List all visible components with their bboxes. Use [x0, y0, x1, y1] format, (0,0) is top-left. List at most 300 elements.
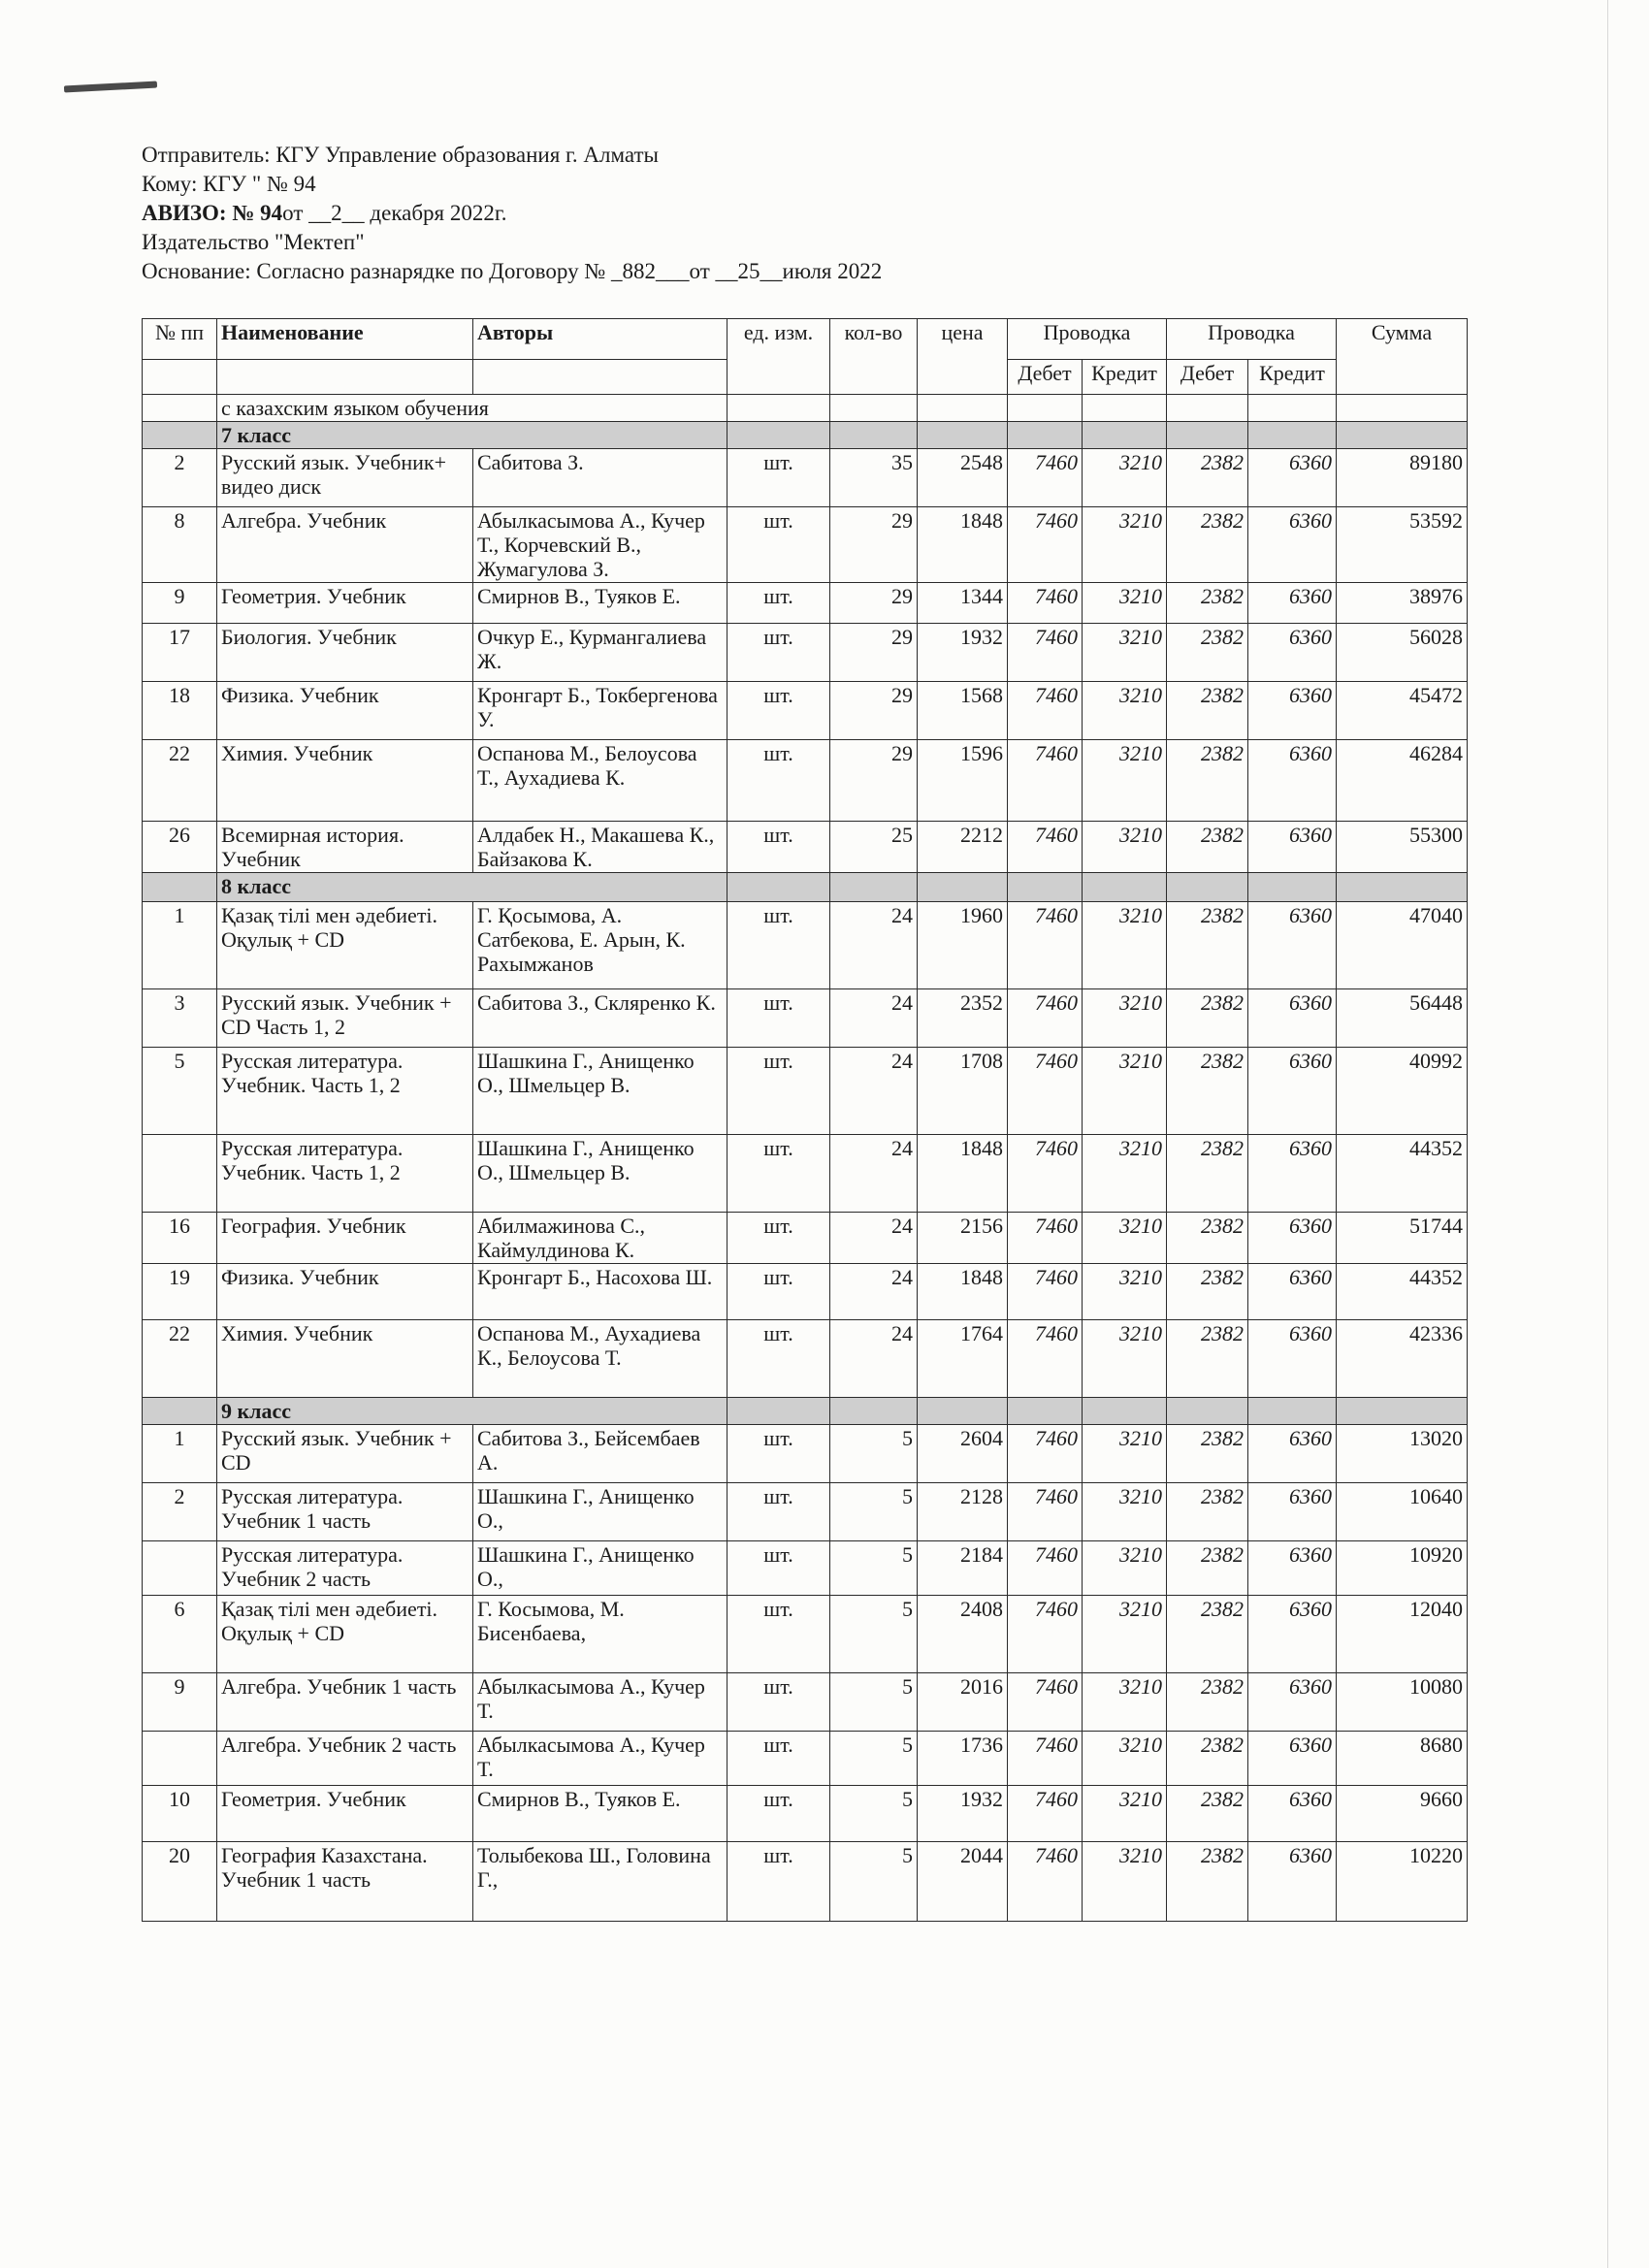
quantity-cell: 5 — [830, 1842, 918, 1922]
book-title: Химия. Учебник — [217, 1320, 473, 1398]
sum-cell: 42336 — [1337, 1320, 1468, 1398]
credit1-cell: 3210 — [1083, 740, 1167, 822]
unit-cell: шт. — [728, 449, 830, 507]
credit1-cell: 3210 — [1083, 1135, 1167, 1213]
quantity-cell: 24 — [830, 989, 918, 1048]
debit1-cell: 7460 — [1008, 449, 1083, 507]
debit2-cell: 2382 — [1167, 1732, 1248, 1786]
sum-cell: 44352 — [1337, 1264, 1468, 1320]
credit1-cell: 3210 — [1083, 1732, 1167, 1786]
book-title: Русский язык. Учебник+ видео диск — [217, 449, 473, 507]
band-blank — [1248, 873, 1337, 902]
table-row — [143, 1213, 1468, 1264]
row-number: 20 — [143, 1842, 217, 1922]
band-blank — [1167, 422, 1248, 449]
credit2-cell: 6360 — [1248, 507, 1337, 583]
debit2-cell: 2382 — [1167, 1842, 1248, 1922]
row-number: 9 — [143, 583, 217, 624]
quantity-cell: 24 — [830, 1048, 918, 1135]
price-cell: 2604 — [918, 1425, 1008, 1483]
debit1-cell: 7460 — [1008, 740, 1083, 822]
price-cell: 2212 — [918, 822, 1008, 873]
debit2-cell: 2382 — [1167, 1786, 1248, 1842]
band-blank — [143, 422, 217, 449]
table-row — [143, 1842, 1468, 1922]
band-blank — [1083, 873, 1167, 902]
credit1-cell: 3210 — [1083, 1596, 1167, 1673]
book-authors: Кронгарт Б., Насохова Ш. — [473, 1264, 728, 1320]
col-name-header: Наименование — [217, 319, 473, 360]
credit2-cell: 6360 — [1248, 1842, 1337, 1922]
unit-cell: шт. — [728, 624, 830, 682]
unit-cell: шт. — [728, 1673, 830, 1732]
quantity-cell: 29 — [830, 740, 918, 822]
debit1-cell: 7460 — [1008, 822, 1083, 873]
credit2-cell: 6360 — [1248, 1732, 1337, 1786]
avizo-label: АВИЗО: № — [142, 201, 255, 225]
credit2-cell: 6360 — [1248, 1425, 1337, 1483]
credit2-cell: 6360 — [1248, 989, 1337, 1048]
section-blank — [918, 395, 1008, 422]
quantity-cell: 5 — [830, 1483, 918, 1541]
quantity-cell: 24 — [830, 1135, 918, 1213]
row-number: 19 — [143, 1264, 217, 1320]
quantity-cell: 5 — [830, 1425, 918, 1483]
table-row — [143, 507, 1468, 583]
book-authors: Толыбекова Ш., Головина Г., — [473, 1842, 728, 1922]
credit2-header: Кредит — [1248, 360, 1337, 395]
col-posting2-header: Проводка — [1167, 319, 1337, 360]
debit2-cell: 2382 — [1167, 989, 1248, 1048]
row-number — [143, 1135, 217, 1213]
band-blank — [1248, 1398, 1337, 1425]
band-blank — [1008, 873, 1083, 902]
band-blank — [1008, 1398, 1083, 1425]
sum-cell: 9660 — [1337, 1786, 1468, 1842]
price-cell: 1932 — [918, 624, 1008, 682]
unit-cell: шт. — [728, 1786, 830, 1842]
price-cell: 2044 — [918, 1842, 1008, 1922]
row-number: 8 — [143, 507, 217, 583]
debit2-cell: 2382 — [1167, 902, 1248, 989]
book-authors: Кронгарт Б., Токбергенова У. — [473, 682, 728, 740]
debit2-cell: 2382 — [1167, 1048, 1248, 1135]
price-cell: 1708 — [918, 1048, 1008, 1135]
band-blank — [728, 422, 830, 449]
unit-cell: шт. — [728, 583, 830, 624]
sum-cell: 53592 — [1337, 507, 1468, 583]
debit2-cell: 2382 — [1167, 583, 1248, 624]
row-number: 17 — [143, 624, 217, 682]
book-authors: Очкур Е., Курмангалиева Ж. — [473, 624, 728, 682]
price-cell: 1596 — [918, 740, 1008, 822]
price-cell: 1932 — [918, 1786, 1008, 1842]
book-title: Русский язык. Учебник + CD — [217, 1425, 473, 1483]
band-blank — [830, 1398, 918, 1425]
section-blank — [1248, 395, 1337, 422]
debit1-cell: 7460 — [1008, 1842, 1083, 1922]
credit1-cell: 3210 — [1083, 1048, 1167, 1135]
credit2-cell: 6360 — [1248, 624, 1337, 682]
book-authors: Оспанова М., Аухадиева К., Белоусова Т. — [473, 1320, 728, 1398]
unit-cell: шт. — [728, 1320, 830, 1398]
header-row — [143, 319, 1468, 360]
unit-cell: шт. — [728, 989, 830, 1048]
table-row — [143, 1483, 1468, 1541]
row-number: 1 — [143, 902, 217, 989]
sum-cell: 56028 — [1337, 624, 1468, 682]
debit1-cell: 7460 — [1008, 1673, 1083, 1732]
page-edge — [1607, 0, 1608, 2268]
quantity-cell: 5 — [830, 1596, 918, 1673]
debit1-cell: 7460 — [1008, 902, 1083, 989]
debit2-header: Дебет — [1167, 360, 1248, 395]
avizo-table — [142, 318, 1468, 1922]
band-blank — [143, 1398, 217, 1425]
quantity-cell: 24 — [830, 1264, 918, 1320]
grade-band-row — [143, 873, 1468, 902]
debit2-cell: 2382 — [1167, 449, 1248, 507]
sum-cell: 56448 — [1337, 989, 1468, 1048]
sum-cell: 55300 — [1337, 822, 1468, 873]
book-authors: Шашкина Г., Анищенко О., Шмельцер В. — [473, 1135, 728, 1213]
sum-cell: 89180 — [1337, 449, 1468, 507]
staple-mark — [64, 81, 157, 92]
table-row — [143, 1135, 1468, 1213]
book-authors: Сабитова З., Бейсембаев А. — [473, 1425, 728, 1483]
subheader-blank — [143, 360, 217, 395]
band-blank — [918, 1398, 1008, 1425]
credit2-cell: 6360 — [1248, 1786, 1337, 1842]
debit1-cell: 7460 — [1008, 1320, 1083, 1398]
debit1-cell: 7460 — [1008, 682, 1083, 740]
book-title: География. Учебник — [217, 1213, 473, 1264]
section-blank — [143, 395, 217, 422]
price-cell: 1960 — [918, 902, 1008, 989]
credit2-cell: 6360 — [1248, 1596, 1337, 1673]
credit1-cell: 3210 — [1083, 902, 1167, 989]
row-number — [143, 1541, 217, 1596]
unit-cell: шт. — [728, 1135, 830, 1213]
credit2-cell: 6360 — [1248, 1483, 1337, 1541]
band-blank — [1167, 1398, 1248, 1425]
debit1-cell: 7460 — [1008, 1264, 1083, 1320]
row-number: 22 — [143, 1320, 217, 1398]
avizo-number: 94 — [260, 201, 283, 225]
sum-cell: 46284 — [1337, 740, 1468, 822]
debit2-cell: 2382 — [1167, 624, 1248, 682]
credit2-cell: 6360 — [1248, 1048, 1337, 1135]
credit1-cell: 3210 — [1083, 1842, 1167, 1922]
book-title: Русский язык. Учебник + CD Часть 1, 2 — [217, 989, 473, 1048]
unit-cell: шт. — [728, 740, 830, 822]
debit2-cell: 2382 — [1167, 682, 1248, 740]
table-row — [143, 902, 1468, 989]
sum-cell: 38976 — [1337, 583, 1468, 624]
section-blank — [1083, 395, 1167, 422]
subheader-blank — [217, 360, 473, 395]
debit2-cell: 2382 — [1167, 1541, 1248, 1596]
credit1-header: Кредит — [1083, 360, 1167, 395]
col-price-header: цена — [918, 319, 1008, 395]
unit-cell: шт. — [728, 1264, 830, 1320]
book-title: География Казахстана. Учебник 1 часть — [217, 1842, 473, 1922]
price-cell: 2156 — [918, 1213, 1008, 1264]
credit1-cell: 3210 — [1083, 1786, 1167, 1842]
book-authors: Г. Косымова, М. Бисенбаева, — [473, 1596, 728, 1673]
price-cell: 1736 — [918, 1732, 1008, 1786]
col-no-header: № пп — [143, 319, 217, 360]
quantity-cell: 5 — [830, 1673, 918, 1732]
book-title: Русская литература. Учебник. Часть 1, 2 — [217, 1135, 473, 1213]
book-authors: Сабитова З. — [473, 449, 728, 507]
credit2-cell: 6360 — [1248, 740, 1337, 822]
book-title: Всемирная история. Учебник — [217, 822, 473, 873]
price-cell: 2352 — [918, 989, 1008, 1048]
row-number: 2 — [143, 1483, 217, 1541]
book-title: Русская литература. Учебник. Часть 1, 2 — [217, 1048, 473, 1135]
basis-line: Основание: Согласно разнарядке по Договору № _882___от __25__июля 2022 — [142, 259, 883, 283]
table-row — [143, 1673, 1468, 1732]
book-title: Физика. Учебник — [217, 682, 473, 740]
quantity-cell: 29 — [830, 624, 918, 682]
debit2-cell: 2382 — [1167, 1135, 1248, 1213]
band-blank — [1083, 1398, 1167, 1425]
table-row — [143, 1732, 1468, 1786]
table-row — [143, 989, 1468, 1048]
table-row — [143, 822, 1468, 873]
sum-cell: 10920 — [1337, 1541, 1468, 1596]
price-cell: 1848 — [918, 1264, 1008, 1320]
quantity-cell: 29 — [830, 507, 918, 583]
book-title: Геометрия. Учебник — [217, 1786, 473, 1842]
table-row — [143, 449, 1468, 507]
sum-cell: 10080 — [1337, 1673, 1468, 1732]
credit2-cell: 6360 — [1248, 1213, 1337, 1264]
debit2-cell: 2382 — [1167, 1213, 1248, 1264]
section-label: с казахским языком обучения — [217, 395, 728, 422]
section-row — [143, 395, 1468, 422]
book-authors: Абилмажинова С., Каймулдинова К. — [473, 1213, 728, 1264]
credit1-cell: 3210 — [1083, 583, 1167, 624]
avizo-line — [142, 199, 882, 228]
price-cell: 1764 — [918, 1320, 1008, 1398]
credit2-cell: 6360 — [1248, 1673, 1337, 1732]
row-number: 9 — [143, 1673, 217, 1732]
sum-cell: 12040 — [1337, 1596, 1468, 1673]
price-cell: 2016 — [918, 1673, 1008, 1732]
table-row — [143, 1541, 1468, 1596]
debit2-cell: 2382 — [1167, 1320, 1248, 1398]
col-posting1-header: Проводка — [1008, 319, 1167, 360]
sum-cell: 8680 — [1337, 1732, 1468, 1786]
row-number: 5 — [143, 1048, 217, 1135]
price-cell: 1568 — [918, 682, 1008, 740]
band-blank — [830, 422, 918, 449]
table-row — [143, 682, 1468, 740]
credit2-cell: 6360 — [1248, 1264, 1337, 1320]
book-title: Алгебра. Учебник 2 часть — [217, 1732, 473, 1786]
book-title: Химия. Учебник — [217, 740, 473, 822]
credit2-cell: 6360 — [1248, 902, 1337, 989]
book-title: Қазақ тілі мен әдебиеті. Оқулық + CD — [217, 902, 473, 989]
credit2-cell: 6360 — [1248, 1541, 1337, 1596]
quantity-cell: 29 — [830, 682, 918, 740]
quantity-cell: 5 — [830, 1732, 918, 1786]
row-number: 22 — [143, 740, 217, 822]
quantity-cell: 24 — [830, 1213, 918, 1264]
book-title: Русская литература. Учебник 1 часть — [217, 1483, 473, 1541]
debit1-cell: 7460 — [1008, 989, 1083, 1048]
band-blank — [1337, 873, 1468, 902]
credit1-cell: 3210 — [1083, 1320, 1167, 1398]
row-number: 2 — [143, 449, 217, 507]
sum-cell: 47040 — [1337, 902, 1468, 989]
book-authors: Шашкина Г., Анищенко О., — [473, 1483, 728, 1541]
unit-cell: шт. — [728, 822, 830, 873]
debit1-cell: 7460 — [1008, 1213, 1083, 1264]
debit2-cell: 2382 — [1167, 1264, 1248, 1320]
band-blank — [1008, 422, 1083, 449]
row-number: 16 — [143, 1213, 217, 1264]
book-title: Алгебра. Учебник 1 часть — [217, 1673, 473, 1732]
band-blank — [918, 422, 1008, 449]
section-blank — [1008, 395, 1083, 422]
table-row — [143, 1048, 1468, 1135]
band-blank — [1248, 422, 1337, 449]
quantity-cell: 35 — [830, 449, 918, 507]
price-cell: 2408 — [918, 1596, 1008, 1673]
credit1-cell: 3210 — [1083, 1213, 1167, 1264]
credit2-cell: 6360 — [1248, 449, 1337, 507]
unit-cell: шт. — [728, 1732, 830, 1786]
quantity-cell: 5 — [830, 1786, 918, 1842]
debit2-cell: 2382 — [1167, 822, 1248, 873]
sum-cell: 44352 — [1337, 1135, 1468, 1213]
book-authors: Оспанова М., Белоусова Т., Аухадиева К. — [473, 740, 728, 822]
unit-cell: шт. — [728, 1048, 830, 1135]
credit1-cell: 3210 — [1083, 682, 1167, 740]
unit-cell: шт. — [728, 902, 830, 989]
book-authors: Смирнов В., Туяков Е. — [473, 1786, 728, 1842]
debit2-cell: 2382 — [1167, 1483, 1248, 1541]
book-title: Русская литература. Учебник 2 часть — [217, 1541, 473, 1596]
credit1-cell: 3210 — [1083, 1483, 1167, 1541]
unit-cell: шт. — [728, 1425, 830, 1483]
unit-cell: шт. — [728, 1596, 830, 1673]
debit1-cell: 7460 — [1008, 1135, 1083, 1213]
section-blank — [728, 395, 830, 422]
sum-cell: 45472 — [1337, 682, 1468, 740]
credit1-cell: 3210 — [1083, 1541, 1167, 1596]
book-title: Алгебра. Учебник — [217, 507, 473, 583]
col-qty-header: кол-во — [830, 319, 918, 395]
credit2-cell: 6360 — [1248, 583, 1337, 624]
document-header — [142, 141, 882, 286]
unit-cell: шт. — [728, 682, 830, 740]
price-cell: 2184 — [918, 1541, 1008, 1596]
book-authors: Шашкина Г., Анищенко О., — [473, 1541, 728, 1596]
table-body — [143, 319, 1468, 1922]
debit1-cell: 7460 — [1008, 1786, 1083, 1842]
subheader-blank — [473, 360, 728, 395]
quantity-cell: 24 — [830, 1320, 918, 1398]
credit2-cell: 6360 — [1248, 682, 1337, 740]
band-blank — [728, 1398, 830, 1425]
unit-cell: шт. — [728, 1842, 830, 1922]
book-authors: Абылкасымова А., Кучер Т., Корчевский В., Жумагулова З. — [473, 507, 728, 583]
section-blank — [830, 395, 918, 422]
publisher-line: Издательство "Мектеп" — [142, 230, 365, 254]
sum-cell: 51744 — [1337, 1213, 1468, 1264]
sum-cell: 13020 — [1337, 1425, 1468, 1483]
table-row — [143, 1320, 1468, 1398]
section-blank — [1337, 395, 1468, 422]
unit-cell: шт. — [728, 1483, 830, 1541]
book-title: Қазақ тілі мен әдебиеті. Оқулық + CD — [217, 1596, 473, 1673]
avizo-date: от __2__ декабря 2022г. — [282, 201, 507, 225]
price-cell: 1848 — [918, 1135, 1008, 1213]
grade-band-row — [143, 422, 1468, 449]
debit2-cell: 2382 — [1167, 740, 1248, 822]
debit1-header: Дебет — [1008, 360, 1083, 395]
debit1-cell: 7460 — [1008, 1048, 1083, 1135]
quantity-cell: 29 — [830, 583, 918, 624]
debit1-cell: 7460 — [1008, 1596, 1083, 1673]
table-row — [143, 740, 1468, 822]
band-blank — [918, 873, 1008, 902]
band-blank — [1337, 422, 1468, 449]
unit-cell: шт. — [728, 507, 830, 583]
debit2-cell: 2382 — [1167, 507, 1248, 583]
quantity-cell: 5 — [830, 1541, 918, 1596]
table-row — [143, 583, 1468, 624]
book-authors: Г. Қосымова, А. Сатбекова, Е. Арын, К. Рахымжанов — [473, 902, 728, 989]
band-blank — [728, 873, 830, 902]
debit1-cell: 7460 — [1008, 1732, 1083, 1786]
row-number: 26 — [143, 822, 217, 873]
table-row — [143, 624, 1468, 682]
debit2-cell: 2382 — [1167, 1425, 1248, 1483]
book-authors: Абылкасымова А., Кучер Т. — [473, 1673, 728, 1732]
credit2-cell: 6360 — [1248, 1320, 1337, 1398]
col-unit-header: ед. изм. — [728, 319, 830, 395]
unit-cell: шт. — [728, 1541, 830, 1596]
band-blank — [1083, 422, 1167, 449]
debit1-cell: 7460 — [1008, 624, 1083, 682]
debit1-cell: 7460 — [1008, 1483, 1083, 1541]
band-blank — [143, 873, 217, 902]
price-cell: 2548 — [918, 449, 1008, 507]
row-number: 10 — [143, 1786, 217, 1842]
grade-label: 9 класс — [217, 1398, 728, 1425]
credit1-cell: 3210 — [1083, 1425, 1167, 1483]
debit2-cell: 2382 — [1167, 1596, 1248, 1673]
band-blank — [1337, 1398, 1468, 1425]
book-title: Физика. Учебник — [217, 1264, 473, 1320]
book-authors: Алдабек Н., Макашева К., Байзакова К. — [473, 822, 728, 873]
table-row — [143, 1425, 1468, 1483]
band-blank — [1167, 873, 1248, 902]
book-title: Геометрия. Учебник — [217, 583, 473, 624]
row-number: 1 — [143, 1425, 217, 1483]
credit2-cell: 6360 — [1248, 1135, 1337, 1213]
credit1-cell: 3210 — [1083, 624, 1167, 682]
credit1-cell: 3210 — [1083, 449, 1167, 507]
row-number: 18 — [143, 682, 217, 740]
book-authors: Шашкина Г., Анищенко О., Шмельцер В. — [473, 1048, 728, 1135]
sum-cell: 10220 — [1337, 1842, 1468, 1922]
